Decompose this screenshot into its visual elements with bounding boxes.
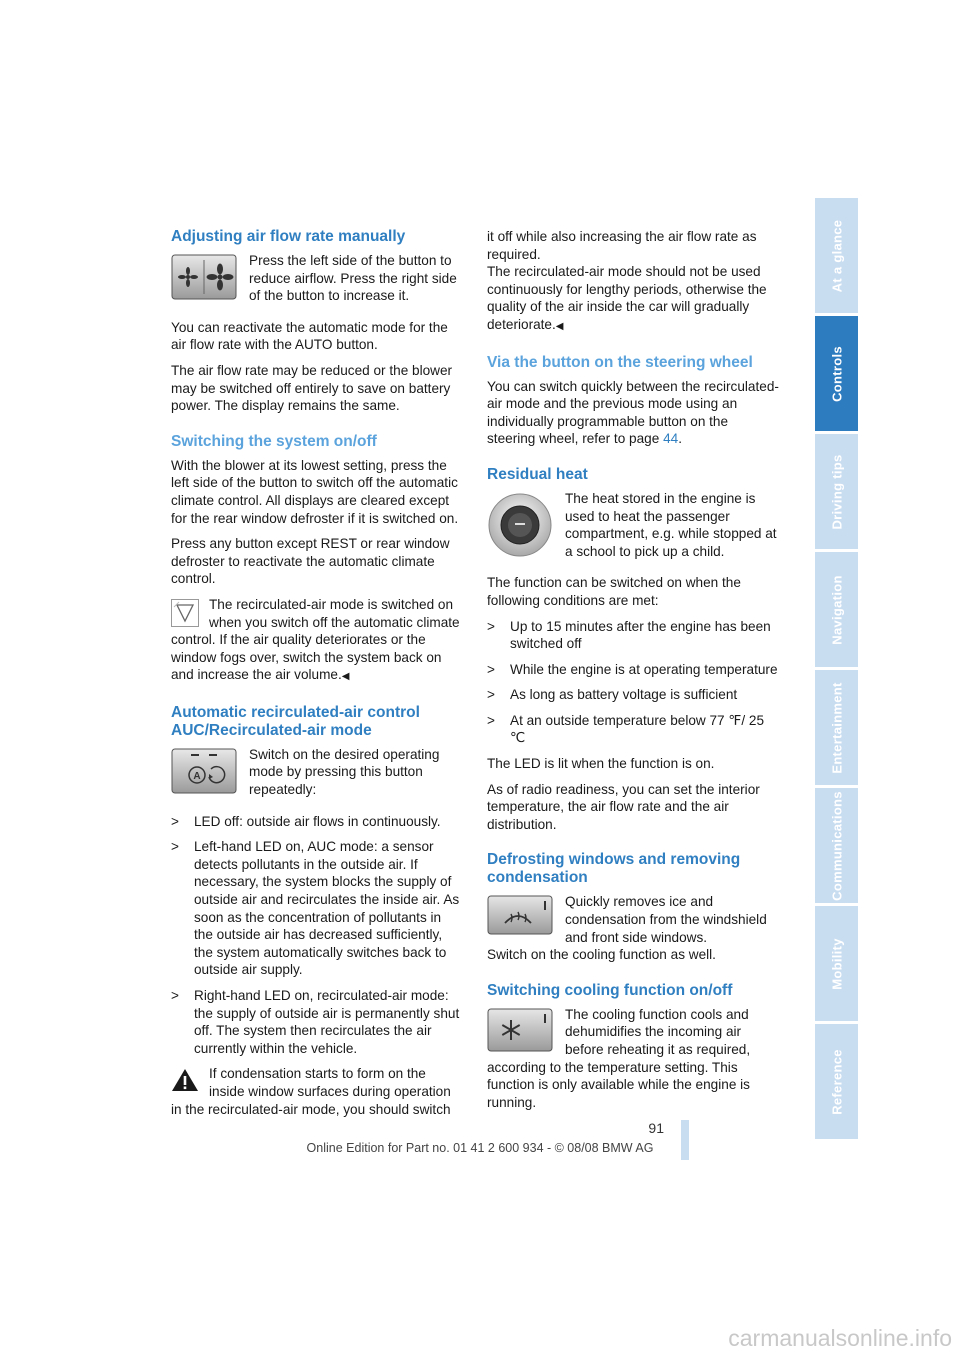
- auc-list: [171, 813, 463, 1058]
- end-marker: ◀: [555, 320, 564, 332]
- right-column: [487, 228, 779, 1119]
- cooling-block: [487, 1006, 779, 1120]
- continuous-text: The recirculated-air mode should not be used continuously for lengthy periods, otherwise the quality of the air inside the car will gradually deteriorate.◀: [487, 264, 767, 332]
- heading-residual: Residual heat: [487, 465, 588, 483]
- tab-controls[interactable]: Controls: [815, 316, 858, 434]
- tab-navigation[interactable]: Navigation: [815, 552, 858, 670]
- residual-text: The heat stored in the engine is used to heat the passenger compartment, e.g. while stopped at a school to pick up a child.: [565, 490, 777, 559]
- bullet-marker: >: [171, 988, 179, 1003]
- defrost-block: [487, 893, 779, 946]
- tab-driving-tips[interactable]: Driving tips: [815, 434, 858, 552]
- warning-note: [171, 1065, 463, 1118]
- residual-heat-button-icon: [487, 492, 553, 558]
- airflow-block: [171, 252, 463, 313]
- conditions-list: [487, 618, 779, 748]
- cooling-on-text: Switch on the cooling function as well.: [487, 947, 716, 963]
- residual-block: [487, 490, 779, 568]
- list-item: > While the engine is at operating temperature: [487, 661, 778, 677]
- led-text: The LED is lit when the function is on.: [487, 756, 715, 772]
- tab-at-a-glance[interactable]: At a glance: [815, 198, 858, 316]
- bullet-marker: >: [171, 839, 179, 855]
- fan-button-icon: [171, 254, 237, 300]
- bullet-marker: >: [487, 661, 495, 677]
- airflow-button-text: Press the left side of the button to reduce airflow. Press the right side of the button to increase it.: [249, 253, 457, 304]
- warning-continued: it off while also increasing the air flow rate as required.: [487, 229, 757, 262]
- cooling-text: The cooling function cools and dehumidifies the incoming air before reheating it as required, according to the temperature setting. This function is only available while the engine is running.: [487, 1006, 751, 1110]
- switch-text-1: With the blower at its lowest setting, press the left side of the button to switch off the automatic climate control. All displays are cleared except for the rear window defroster if it is switched on.: [171, 457, 459, 526]
- tab-entertainment[interactable]: Entertainment: [815, 670, 858, 788]
- heading-steering: Via the button on the steering wheel: [487, 353, 753, 371]
- note-recirc-text: The recirculated-air mode is switched on when you switch off the automatic climate control. If the air quality deteriorates or the window fogs over, switch the system back on and increase the air volume.: [171, 596, 460, 683]
- warning-text: If condensation starts to form on the inside window surfaces during operation in the recirculated-air mode, you should switch: [171, 1066, 451, 1117]
- bullet-marker: >: [487, 712, 495, 728]
- auc-block: [171, 746, 463, 807]
- heading-defrost: Defrosting windows and removing condensation: [487, 851, 741, 887]
- watermark: carmanualsonline.info: [728, 1325, 952, 1351]
- bullet-marker: >: [171, 813, 179, 829]
- list-item: > Left-hand LED on, AUC mode: a sensor detects pollutants in the outside air. If necessary, the system blocks the supply of outside air and recirculates the inside air. As soon as the concentration of pollutants in the outside air has decreased sufficiently, the system automatically switches back to outside air supply.: [171, 839, 460, 978]
- heading-airflow: Adjusting air flow rate manually: [171, 228, 406, 245]
- note-recirc: [171, 596, 463, 686]
- svg-text:A: A: [193, 770, 201, 782]
- defrost-text: Quickly removes ice and condensation from the windshield and front side windows.: [565, 894, 767, 945]
- list-item: > At an outside temperature below 77 ℉/ 25 ℃: [487, 712, 765, 746]
- left-column: [171, 228, 463, 1126]
- recirculation-button-icon: [171, 748, 237, 794]
- switch-text-2: Press any button except REST or rear window defroster to reactivate the automatic climate control.: [171, 536, 450, 587]
- list-item: > As long as battery voltage is sufficient: [487, 687, 738, 703]
- radio-text: As of radio readiness, you can set the interior temperature, the air flow rate and the air distribution.: [487, 781, 760, 832]
- reactivate-text: You can reactivate the automatic mode for the air flow rate with the AUTO button.: [171, 319, 448, 353]
- reduce-text: The air flow rate may be reduced or the blower may be switched off entirely to save on battery power. The display remains the same.: [171, 362, 453, 414]
- page-link[interactable]: 44: [663, 431, 679, 447]
- bullet-marker: >: [487, 687, 495, 703]
- snowflake-button-icon: [487, 1008, 553, 1052]
- footer: Online Edition for Part no. 01 41 2 600 934 - © 08/08 BMW AG: [306, 1141, 654, 1155]
- steering-text: You can switch quickly between the recirculated-air mode and the previous mode using an individually programmable button on the steering wheel, refer to page 44.: [487, 378, 779, 447]
- warning-triangle-icon: [171, 1068, 199, 1092]
- end-marker: ◀: [341, 671, 350, 683]
- heading-cooling: Switching cooling function on/off: [487, 981, 733, 999]
- defrost-button-icon: [487, 895, 553, 935]
- tab-mobility[interactable]: Mobility: [815, 906, 858, 1024]
- page-number: 91: [648, 1120, 664, 1136]
- note-arrow-icon: [171, 599, 199, 627]
- list-item: > Right-hand LED on, recirculated-air mode: the supply of outside air is permanently shut off. The system then recirculates the air currently within the vehicle.: [171, 988, 460, 1056]
- heading-auc: Automatic recirculated-air control AUC/Recirculated-air mode: [171, 703, 420, 739]
- auc-text: Switch on the desired operating mode by pressing this button repeatedly:: [249, 746, 440, 798]
- tab-reference[interactable]: Reference: [815, 1024, 858, 1142]
- conditions-text: The function can be switched on when the following conditions are met:: [487, 575, 741, 608]
- heading-switching: Switching the system on/off: [171, 432, 377, 450]
- chapter-tabs: [815, 198, 858, 1142]
- list-item: > LED off: outside air flows in continuously.: [171, 813, 441, 829]
- tab-communications[interactable]: Communications: [815, 788, 858, 906]
- bullet-marker: >: [487, 618, 495, 634]
- list-item: > Up to 15 minutes after the engine has been switched off: [487, 618, 771, 652]
